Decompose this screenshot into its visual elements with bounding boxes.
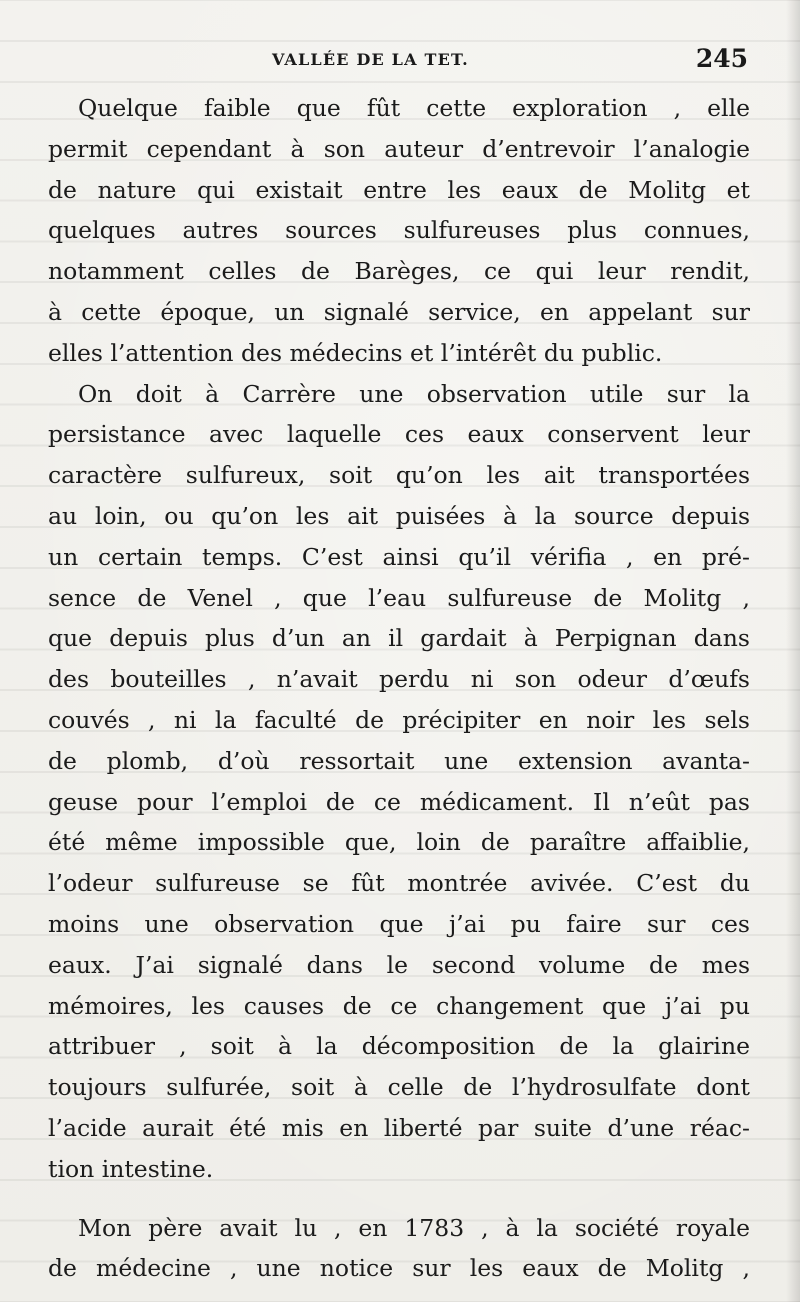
text-line: l’odeur sulfureuse se fût montrée avivée. C’est du <box>48 869 750 898</box>
paragraph-3 <box>48 1208 750 1290</box>
text-line: l’acide aurait été mis en liberté par suite d’une réac- <box>48 1113 750 1142</box>
text-line: geuse pour l’emploi de ce médicament. Il n’eût pas <box>48 787 750 816</box>
text-line: On doit à Carrère une observation utile sur la <box>78 379 750 408</box>
text-line: que depuis plus d’un an il gardait à Perpignan dans <box>48 624 750 653</box>
text-line: attribuer , soit à la décomposition de la glairine <box>48 1032 750 1061</box>
text-line: quelques autres sources sulfureuses plus connues, <box>48 216 750 245</box>
text-line: Quelque faible que fût cette exploration , elle <box>78 94 750 122</box>
text-line: toujours sulfurée, soit à celle de l’hydrosulfate dont <box>48 1073 750 1102</box>
page-edge-shadow <box>786 0 800 1302</box>
text-line: de nature qui existait entre les eaux de Molitg et <box>48 175 750 204</box>
text-line: permit cependant à son auteur d’entrevoir l’analogie <box>48 134 750 163</box>
text-line: un certain temps. C’est ainsi qu’il vérifia , en pré- <box>48 542 750 571</box>
text-line: moins une observation que j’ai pu faire sur ces <box>48 909 750 938</box>
text-line: tion intestine. <box>48 1154 214 1183</box>
text-line: notamment celles de Barèges, ce qui leur rendit, <box>48 257 750 286</box>
text-line: elles l’attention des médecins et l’intérêt du public. <box>48 338 663 367</box>
running-head: VALLÉE DE LA TET. <box>272 50 469 69</box>
paragraph-spacer <box>48 1190 750 1208</box>
text-line: des bouteilles , n’avait perdu ni son odeur d’œufs <box>48 665 750 694</box>
text-line: couvés , ni la faculté de précipiter en noir les sels <box>48 705 750 734</box>
body-text <box>48 88 750 1289</box>
page-number: 245 <box>695 44 748 73</box>
text-line: de médecine , une notice sur les eaux de Molitg , <box>48 1254 750 1283</box>
text-line: à cette époque, un signalé service, en appelant sur <box>48 297 750 326</box>
text-line: de plomb, d’où ressortait une extension avanta- <box>48 746 750 775</box>
paragraph-2 <box>48 374 750 1190</box>
paragraph-1 <box>48 88 750 374</box>
text-line: eaux. J’ai signalé dans le second volume de mes <box>48 950 750 979</box>
text-line: persistance avec laquelle ces eaux conservent leur <box>48 420 750 449</box>
text-line: au loin, ou qu’on les ait puisées à la source depuis <box>48 501 750 530</box>
text-line: été même impossible que, loin de paraître affaiblie, <box>48 828 750 857</box>
page-header <box>0 46 800 78</box>
text-line: mémoires, les causes de ce changement que j’ai pu <box>48 991 750 1020</box>
text-line: Mon père avait lu , en 1783 , à la société royale <box>78 1213 750 1242</box>
text-line: sence de Venel , que l’eau sulfureuse de Molitg , <box>48 583 750 612</box>
text-line: caractère sulfureux, soit qu’on les ait transportées <box>48 461 750 490</box>
